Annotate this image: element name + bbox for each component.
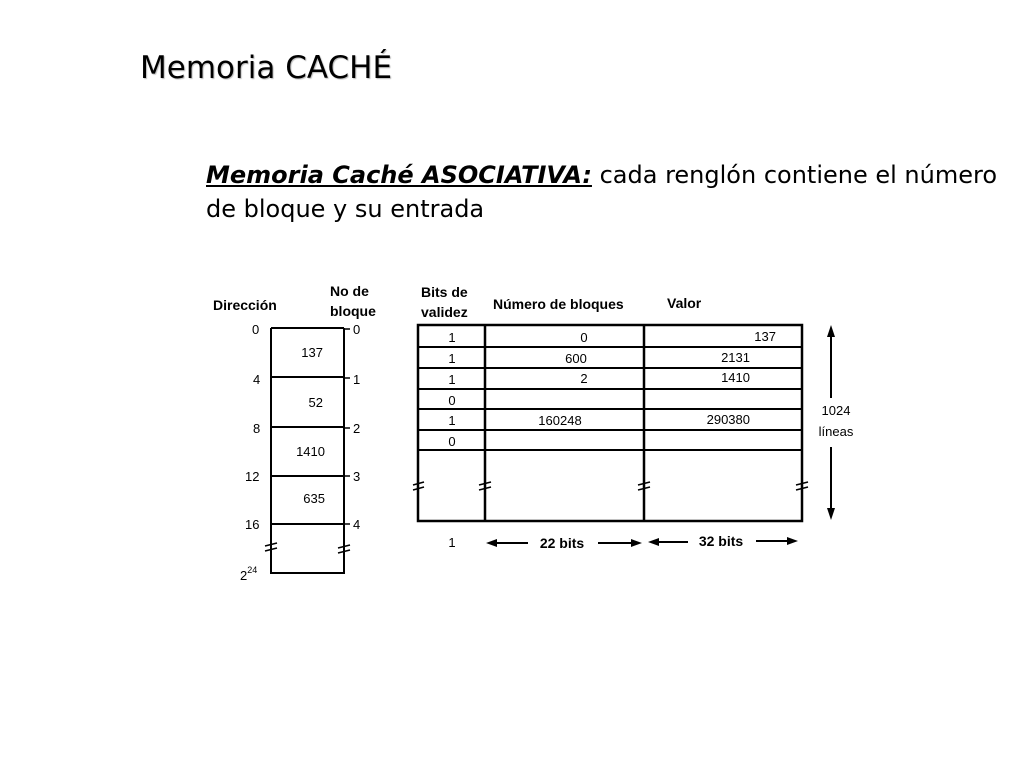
cache-valid-bit: 1 [448, 351, 456, 366]
cache-value: 2131 [721, 350, 750, 365]
cache-value: 1410 [721, 370, 750, 385]
memory-header-address: Dirección [213, 297, 277, 313]
memory-block-number: 0 [353, 322, 361, 337]
memory-diagram [213, 283, 376, 583]
lines-label: líneas [818, 424, 854, 439]
memory-header-block-line1: No de [330, 283, 369, 299]
memory-break-marks [265, 543, 350, 553]
memory-address: 4 [253, 372, 261, 387]
lines-count: 1024 [821, 403, 851, 418]
memory-block-number: 4 [353, 517, 361, 532]
memory-address: 0 [252, 322, 260, 337]
memory-cell-value: 52 [308, 395, 323, 410]
width-arrows [486, 537, 798, 547]
cache-valid-bit: 0 [448, 434, 456, 449]
memory-address: 12 [245, 469, 260, 484]
cache-break-marks [413, 482, 808, 490]
lines-size-arrow [827, 325, 835, 520]
subtitle-rest: cada renglón contiene el número de bloque y su entrada [206, 161, 998, 223]
cache-valid-bit: 0 [448, 393, 456, 408]
memory-cell-value: 1410 [296, 444, 325, 459]
memory-cell-value: 635 [303, 491, 325, 506]
memory-last-address: $2^{24}$ [240, 565, 258, 583]
block-number-width: 22 bits [539, 535, 585, 551]
valid-bit-width: 1 [448, 535, 456, 550]
cache-value: 290380 [706, 412, 750, 427]
cache-valid-bit: 1 [448, 413, 456, 428]
memory-block-number: 3 [353, 469, 361, 484]
cache-value: 137 [754, 329, 776, 344]
cache-valid-bit: 1 [448, 330, 456, 345]
subtitle-lead: Memoria Caché ASOCIATIVA: [206, 161, 592, 189]
memory-address: 16 [245, 517, 260, 532]
cache-block-number: 600 [565, 351, 587, 366]
memory-block-number: 2 [353, 421, 361, 436]
memory-block-number: 1 [353, 372, 361, 387]
cache-block-number: 0 [580, 330, 588, 345]
cache-block-number: 2 [580, 371, 588, 386]
cache-header-block-number: Número de bloques [493, 296, 624, 312]
cache-header-valid-line2: validez [421, 304, 468, 320]
cache-header-value: Valor [667, 295, 702, 311]
cache-table [413, 284, 854, 551]
cache-header-valid-line1: Bits de [421, 284, 468, 300]
memory-address: 8 [253, 421, 261, 436]
cache-valid-bit: 1 [448, 372, 456, 387]
value-width: 32 bits [698, 533, 744, 549]
memory-cell-value: 137 [301, 345, 323, 360]
cache-block-number: 160248 [538, 413, 582, 428]
memory-header-block-line2: bloque [330, 303, 376, 319]
slide-title: Memoria CACHÉ [140, 50, 393, 86]
